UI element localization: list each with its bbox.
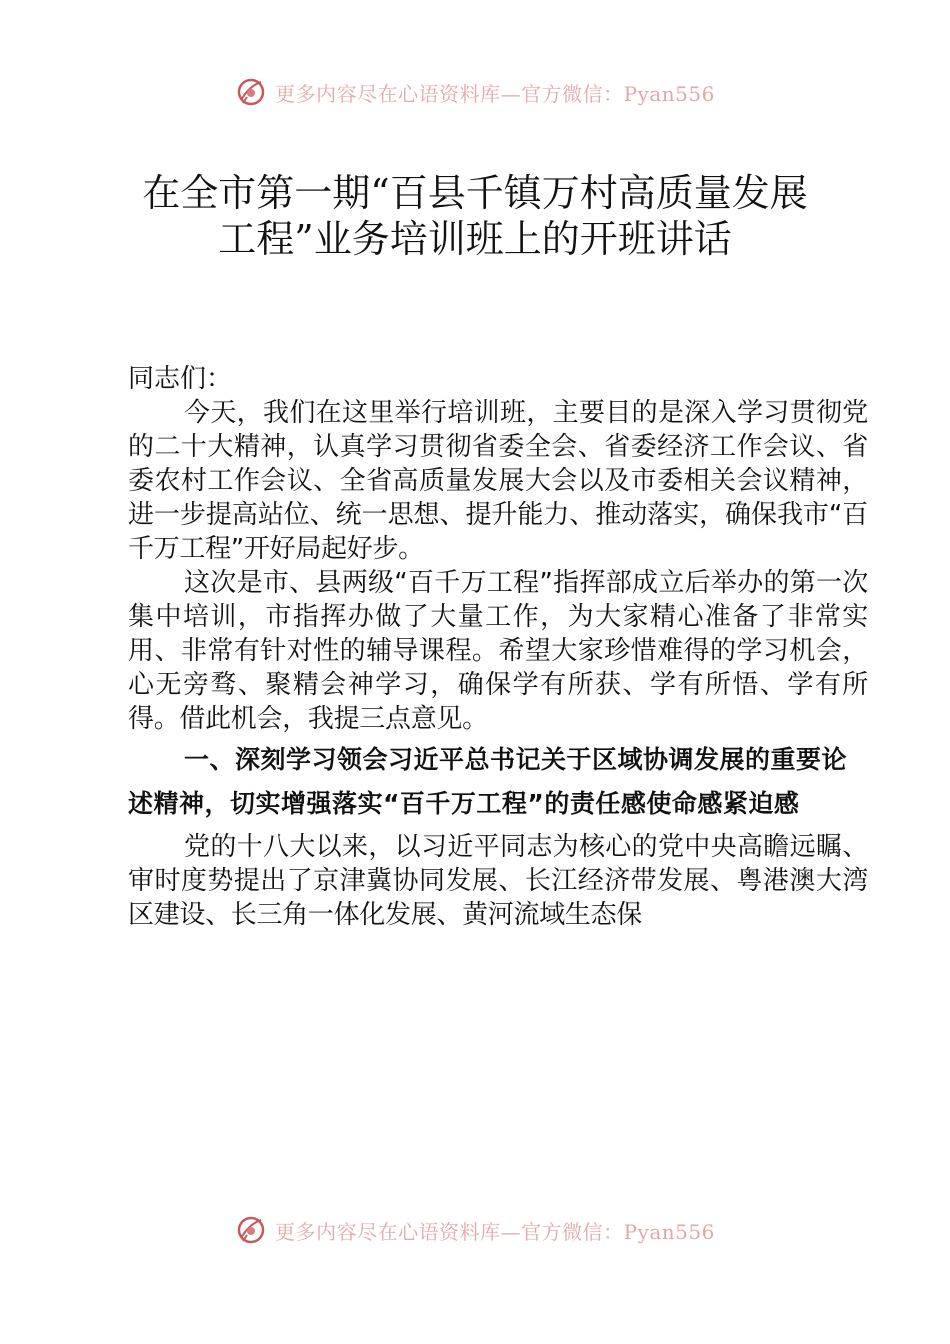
watermark-text: 更多内容尽在心语资料库—官方微信：Pyan556 (275, 1219, 715, 1244)
seal-logo-icon (235, 1214, 267, 1246)
paragraph-1: 今天，我们在这里举行培训班，主要目的是深入学习贯彻党的二十大精神，认真学习贯彻省委全会、省委经济工作会议、省委农村工作会议、全省高质量发展大会以及市委相关会议精神，进一步提高站位、统一思想、提升能力、推动落实，确保我市“百千万工程”开好局起好步。 (128, 398, 868, 564)
paragraph-3: 党的十八大以来，以习近平同志为核心的党中央高瞻远瞩、审时度势提出了京津冀协同发展、长江经济带发展、粤港澳大湾区建设、长三角一体化发展、黄河流域生态保 (128, 832, 868, 930)
document-body (128, 362, 868, 932)
section-heading-1: 一、深刻学习领会习近平总书记关于区域协调发展的重要论述精神，切实增强落实“百千万工程”的责任感使命感紧迫感 (128, 745, 848, 818)
watermark-bottom (0, 1210, 950, 1250)
title-line-1: 在全市第一期“百县千镇万村高质量发展 (142, 171, 808, 215)
seal-logo-icon (235, 76, 267, 108)
title-line-2: 工程”业务培训班上的开班讲话 (218, 217, 732, 261)
salutation: 同志们： (128, 364, 233, 394)
watermark-text: 更多内容尽在心语资料库—官方微信：Pyan556 (275, 81, 715, 106)
paragraph-2: 这次是市、县两级“百千万工程”指挥部成立后举办的第一次集中培训，市指挥办做了大量工作，为大家精心准备了非常实用、非常有针对性的辅导课程。希望大家珍惜难得的学习机会，心无旁骛、聚精会神学习，确保学有所获、学有所悟、学有所得。借此机会，我提三点意见。 (128, 568, 868, 734)
watermark-top (0, 72, 950, 112)
document-title (0, 170, 950, 262)
